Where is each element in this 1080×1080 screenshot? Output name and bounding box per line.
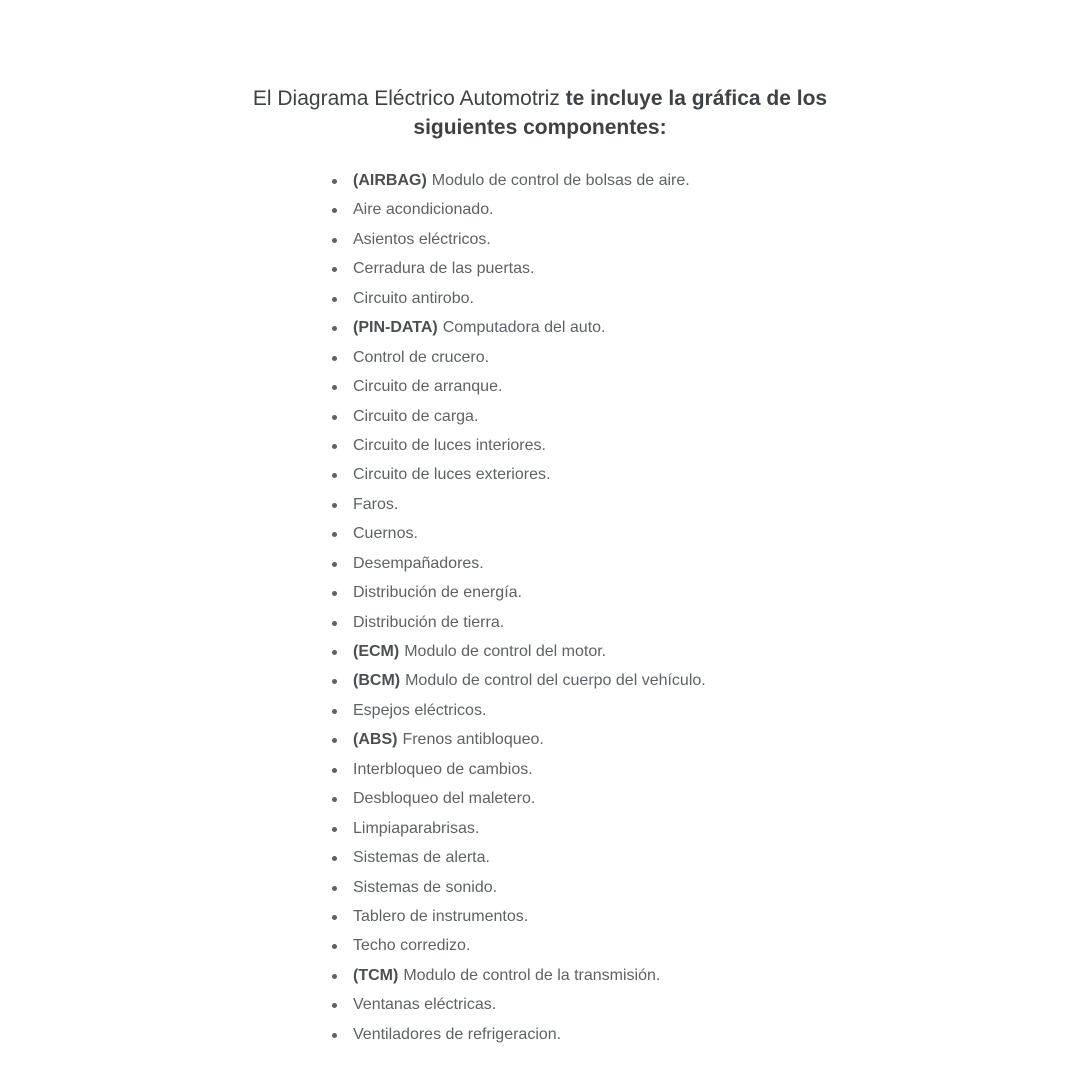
list-item-text: Desbloqueo del maletero. xyxy=(353,790,536,808)
bullet-icon xyxy=(332,532,337,537)
bullet-icon xyxy=(332,267,337,272)
list-item-code: (TCM) xyxy=(353,966,399,984)
list-item xyxy=(330,284,706,313)
bullet-icon xyxy=(332,797,337,802)
list-item-text: Control de crucero. xyxy=(353,348,490,366)
bullet-icon xyxy=(332,562,337,567)
bullet-icon xyxy=(332,444,337,449)
list-item xyxy=(330,843,706,872)
bullet-icon xyxy=(332,768,337,773)
bullet-icon xyxy=(332,709,337,714)
list-item xyxy=(330,519,706,548)
page-heading xyxy=(200,84,880,142)
bullet-icon xyxy=(332,179,337,184)
list-item xyxy=(330,961,706,990)
list-item-text: Limpiaparabrisas. xyxy=(353,819,480,837)
list-item-text: Cuernos. xyxy=(353,525,418,543)
list-item xyxy=(330,666,706,695)
list-item-text: Computadora del auto. xyxy=(442,319,606,337)
list-item-text: Modulo de control de bolsas de aire. xyxy=(431,172,690,189)
list-item-text: Ventiladores de refrigeracion. xyxy=(353,1025,562,1043)
bullet-icon xyxy=(332,650,337,655)
list-item xyxy=(330,873,706,902)
list-item xyxy=(330,784,706,813)
list-item xyxy=(330,990,706,1019)
list-item-text: Interbloqueo de cambios. xyxy=(353,760,533,778)
list-item xyxy=(330,725,706,754)
list-item-text: Faros. xyxy=(353,495,399,513)
list-item-text: Sistemas de alerta. xyxy=(353,849,490,867)
heading-bold-text: te incluye la gráfica de los siguientes componentes: xyxy=(413,87,828,139)
list-item-text: Circuito de arranque. xyxy=(353,378,503,396)
bullet-icon xyxy=(332,1003,337,1008)
bullet-icon xyxy=(332,385,337,390)
list-item xyxy=(330,755,706,784)
list-item xyxy=(330,814,706,843)
bullet-icon xyxy=(332,473,337,478)
list-item-code: (PIN-DATA) xyxy=(353,319,438,337)
bullet-icon xyxy=(332,944,337,949)
list-item-text: Cerradura de las puertas. xyxy=(353,260,535,278)
bullet-icon xyxy=(332,915,337,920)
list-item-text: Espejos eléctricos. xyxy=(353,701,487,719)
list-item xyxy=(330,313,706,342)
list-item xyxy=(330,549,706,578)
heading-normal-text: El Diagrama Eléctrico Automotriz xyxy=(252,87,560,110)
list-item-text: Asientos eléctricos. xyxy=(353,230,491,248)
list-item xyxy=(330,931,706,960)
list-item xyxy=(330,402,706,431)
bullet-icon xyxy=(332,738,337,743)
list-item-text: Modulo de control del motor. xyxy=(404,643,607,660)
list-item xyxy=(330,490,706,519)
component-list xyxy=(330,166,706,1049)
list-item xyxy=(330,195,706,224)
list-item xyxy=(330,431,706,460)
list-item xyxy=(330,372,706,401)
list-item-text: Techo corredizo. xyxy=(353,937,471,955)
list-item xyxy=(330,608,706,637)
list-item-text: Aire acondicionado. xyxy=(353,201,494,219)
list-item xyxy=(330,343,706,372)
list-item xyxy=(330,1020,706,1049)
list-item xyxy=(330,696,706,725)
bullet-icon xyxy=(332,886,337,891)
list-item xyxy=(330,460,706,489)
bullet-icon xyxy=(332,503,337,508)
list-item-text: Circuito de luces exteriores. xyxy=(353,466,551,484)
bullet-icon xyxy=(332,297,337,302)
list-item-code: (ECM) xyxy=(353,643,400,660)
list-item-text: Desempañadores. xyxy=(353,554,484,572)
bullet-icon xyxy=(332,621,337,626)
bullet-icon xyxy=(332,326,337,331)
bullet-icon xyxy=(332,1033,337,1038)
list-item-text: Frenos antibloqueo. xyxy=(402,731,544,749)
list-item-text: Distribución de energía. xyxy=(353,584,522,602)
bullet-icon xyxy=(332,208,337,213)
list-item-text: Ventanas eléctricas. xyxy=(353,996,497,1014)
list-item-text: Modulo de control de la transmisión. xyxy=(403,966,661,984)
bullet-icon xyxy=(332,856,337,861)
list-item xyxy=(330,225,706,254)
list-item-code: (AIRBAG) xyxy=(353,172,427,189)
bullet-icon xyxy=(332,827,337,832)
list-item xyxy=(330,166,706,195)
list-item-code: (ABS) xyxy=(353,731,398,749)
list-item-text: Sistemas de sonido. xyxy=(353,878,498,896)
bullet-icon xyxy=(332,356,337,361)
list-item xyxy=(330,254,706,283)
bullet-icon xyxy=(332,591,337,596)
list-item xyxy=(330,637,706,666)
bullet-icon xyxy=(332,974,337,979)
list-item-text: Circuito de luces interiores. xyxy=(353,436,546,454)
list-item-text: Modulo de control del cuerpo del vehículo. xyxy=(405,672,706,690)
bullet-icon xyxy=(332,679,337,684)
list-item-text: Circuito de carga. xyxy=(353,407,479,425)
list-item-code: (BCM) xyxy=(353,672,401,690)
list-item-text: Distribución de tierra. xyxy=(353,613,505,631)
list-item-text: Circuito antirobo. xyxy=(353,289,474,307)
list-item-text: Tablero de instrumentos. xyxy=(353,907,529,925)
bullet-icon xyxy=(332,415,337,420)
list-item xyxy=(330,578,706,607)
bullet-icon xyxy=(332,238,337,243)
list-item xyxy=(330,902,706,931)
